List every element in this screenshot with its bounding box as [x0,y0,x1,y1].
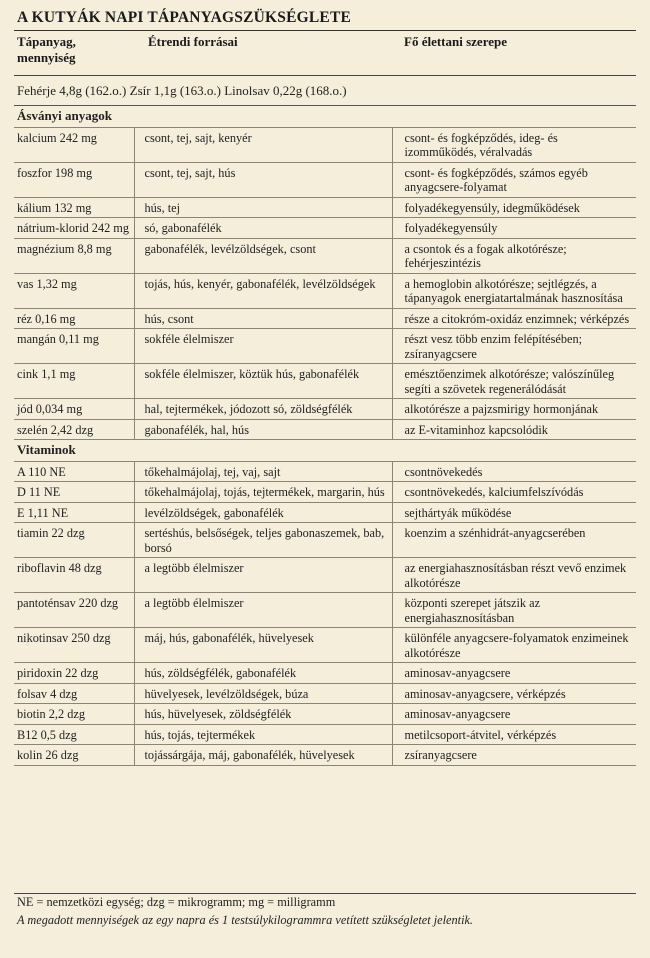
page-title: A KUTYÁK NAPI TÁPANYAGSZÜKSÉGLETE [17,9,352,26]
table-row [14,364,636,399]
role-cell: folyadékegyensúly, idegműködések [392,197,636,218]
sources-cell: hüvelyesek, levélzöldségek, búza [134,683,392,704]
role-cell: része a citokróm-oxidáz enzimnek; vérképzés [392,308,636,329]
nutrient-cell: vas 1,32 mg [14,273,134,308]
nutrient-cell: nikotinsav 250 ǳg [14,628,134,663]
role-cell: emésztőenzimek alkotórésze; valószínűleg segíti a szövetek regenerálódását [392,364,636,399]
table-row [14,197,636,218]
nutrient-cell: szelén 2,42 ǳg [14,419,134,440]
sources-cell: gabonafélék, hal, hús [134,419,392,440]
role-cell: aminosav-anyagcsere [392,704,636,725]
sources-cell: sertéshús, belsőségek, teljes gabonaszemek, bab, borsó [134,523,392,558]
role-cell: aminosav-anyagcsere [392,663,636,684]
table-row [14,308,636,329]
sources-cell: a legtöbb élelmiszer [134,558,392,593]
nutrient-table [14,106,636,766]
role-cell: csont- és fogképződés, számos egyéb anyagcsere-folyamat [392,162,636,197]
table-row [14,162,636,197]
units-legend: NE = nemzetközi egység; ǳg = mikrogramm; mg = milligramm [17,895,336,909]
nutrient-cell: cink 1,1 mg [14,364,134,399]
table-row [14,724,636,745]
role-cell: alkotórésze a pajzsmirigy hormonjának [392,399,636,420]
role-cell: az energiahasznosításban részt vevő enzimek alkotórésze [392,558,636,593]
nutrient-cell: riboflavin 48 ǳg [14,558,134,593]
table-row [14,683,636,704]
table-row [14,329,636,364]
table-row [14,127,636,162]
sources-cell: hal, tejtermékek, jódozott só, zöldségfélék [134,399,392,420]
role-cell: aminosav-anyagcsere, vérképzés [392,683,636,704]
sources-cell: gabonafélék, levélzöldségek, csont [134,238,392,273]
sources-cell: sokféle élelmiszer, köztük hús, gabonafélék [134,364,392,399]
section-title-minerals: Ásványi anyagok [14,106,636,127]
table-row [14,502,636,523]
role-cell: központi szerepet játszik az energiahasznosításban [392,593,636,628]
sources-cell: tőkehalmájolaj, tojás, tejtermékek, margarin, hús [134,482,392,503]
table-row [14,558,636,593]
table-row [14,238,636,273]
nutrient-cell: A 110 NE [14,461,134,482]
nutrient-cell: nátrium-klorid 242 mg [14,218,134,239]
role-cell: a csontok és a fogak alkotórésze; fehérjeszintézis [392,238,636,273]
nutrient-cell: kálium 132 mg [14,197,134,218]
sources-cell: hús, zöldségfélék, gabonafélék [134,663,392,684]
header-sources: Étrendi forrásai [148,34,238,49]
sources-cell: tőkehalmájolaj, tej, vaj, sajt [134,461,392,482]
macro-line: Fehérje 4,8g (162.o.) Zsír 1,1g (163.o.) Linolsav 0,22g (168.o.) [17,83,347,98]
header-role: Fő élettani szerepe [404,34,507,49]
nutrient-cell: foszfor 198 mg [14,162,134,197]
header-rule [14,75,636,76]
role-cell: részt vesz több enzim felépítésében; zsíranyagcsere [392,329,636,364]
nutrient-cell: piridoxin 22 ǳg [14,663,134,684]
table-row [14,593,636,628]
table-row [14,218,636,239]
nutrient-cell: réz 0,16 mg [14,308,134,329]
nutrient-cell: pantoténsav 220 ǳg [14,593,134,628]
table-row [14,628,636,663]
section-row-vitamins [14,440,636,462]
role-cell: csont- és fogképződés, ideg- és izomműködés, véralvadás [392,127,636,162]
role-cell: csontnövekedés [392,461,636,482]
nutrient-cell: folsav 4 ǳg [14,683,134,704]
sources-cell: hús, tej [134,197,392,218]
sources-cell: máj, hús, gabonafélék, hüvelyesek [134,628,392,663]
role-cell: zsíranyagcsere [392,745,636,766]
sources-cell: tojás, hús, kenyér, gabonafélék, levélzöldségek [134,273,392,308]
nutrient-cell: tiamin 22 ǳg [14,523,134,558]
nutrient-cell: mangán 0,11 mg [14,329,134,364]
sources-cell: levélzöldségek, gabonafélék [134,502,392,523]
sources-cell: sokféle élelmiszer [134,329,392,364]
table-row [14,663,636,684]
table-row [14,523,636,558]
sources-cell: hús, tojás, tejtermékek [134,724,392,745]
nutrient-cell: E 1,11 NE [14,502,134,523]
nutrient-cell: kolin 26 ǳg [14,745,134,766]
nutrient-cell: D 11 NE [14,482,134,503]
table-row [14,704,636,725]
role-cell: különféle anyagcsere-folyamatok enzimeinek alkotórésze [392,628,636,663]
role-cell: metilcsoport-átvitel, vérképzés [392,724,636,745]
sources-cell: só, gabonafélék [134,218,392,239]
table-row [14,745,636,766]
top-rule [14,30,636,31]
table-row [14,273,636,308]
role-cell: az E-vitaminhoz kapcsolódik [392,419,636,440]
role-cell: sejthártyák működése [392,502,636,523]
nutrient-cell: jód 0,034 mg [14,399,134,420]
table-row [14,419,636,440]
nutrient-cell: biotin 2,2 ǳg [14,704,134,725]
sources-cell: tojássárgája, máj, gabonafélék, hüvelyesek [134,745,392,766]
bottom-rule [14,893,636,894]
footnote: A megadott mennyiségek az egy napra és 1 testsúlykilogrammra vetített szükségletet jelentik. [17,913,474,927]
header-nutrient: Tápanyag, mennyiség [17,34,76,65]
nutrient-cell: magnézium 8,8 mg [14,238,134,273]
role-cell: folyadékegyensúly [392,218,636,239]
role-cell: a hemoglobin alkotórésze; sejtlégzés, a tápanyagok energiatartalmának hasznosítása [392,273,636,308]
table-row [14,461,636,482]
table-row [14,482,636,503]
table-row [14,399,636,420]
sources-cell: csont, tej, sajt, kenyér [134,127,392,162]
sources-cell: csont, tej, sajt, hús [134,162,392,197]
section-row-minerals [14,106,636,127]
sources-cell: hús, hüvelyesek, zöldségfélék [134,704,392,725]
nutrient-cell: B12 0,5 ǳg [14,724,134,745]
role-cell: koenzim a szénhidrát-anyagcserében [392,523,636,558]
nutrient-cell: kalcium 242 mg [14,127,134,162]
section-title-vitamins: Vitaminok [14,440,636,462]
sources-cell: a legtöbb élelmiszer [134,593,392,628]
sources-cell: hús, csont [134,308,392,329]
role-cell: csontnövekedés, kalciumfelszívódás [392,482,636,503]
